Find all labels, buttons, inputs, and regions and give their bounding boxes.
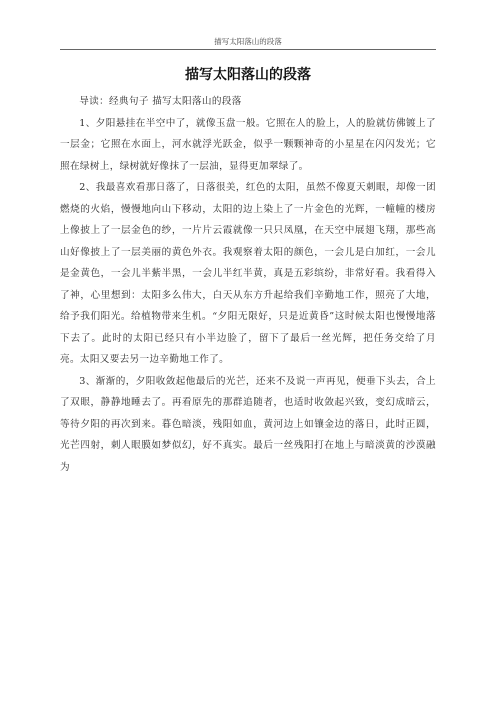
intro-line: 导读：经典句子 描写太阳落山的段落 (79, 96, 242, 107)
document-body (60, 91, 436, 478)
paragraph-3: 3、渐渐的，夕阳收敛起他最后的光芒，还来不及说一声再见，便垂下头去，合上了双眼，静静地睡去了。再看原先的那群追随者，也适时收敛起兴致，变幻成暗云，等待夕阳的再次到来。暮色暗淡，残阳如血，黄河边上如镶金边的落日，此时正圆，光芒四射，刺人眼膜如梦似幻，好不真实。最后一丝残阳打在地上与暗淡黄的沙漠融为 (60, 375, 436, 473)
document-title: 描写太阳落山的段落 (185, 67, 311, 83)
header-divider (60, 49, 436, 50)
running-header: 描写太阳落山的段落 (214, 37, 282, 46)
paragraph-1: 1、夕阳悬挂在半空中了，就像玉盘一般。它照在人的脸上，人的脸就仿佛镀上了一层金；它照在水面上，河水就浮光跃金，似乎一颗颗神奇的小星星在闪闪发光；它照在绿树上，绿树就好像抹了一层油，显得更加翠绿了。 (60, 117, 436, 172)
paragraph-2: 2、我最喜欢看那日落了，日落很美，红色的太阳，虽然不像夏天刺眼，却像一团燃烧的火焰，慢慢地向山下移动，太阳的边上染上了一片金色的光辉，一幢幢的楼房上像披上了一层金色的纱，一片片云霞就像一只只凤凰，在天空中展翅飞翔，那些高山好像披上了一层美丽的黄色外衣。我观察着太阳的颜色，一会儿是白加红，一会儿是金黄色，一会儿半紫半黑，一会儿半红半黄，真是五彩缤纷，非常好看。我看得入了神，心里想到：太阳多么伟大，白天从东方升起给我们辛勤地工作，照亮了大地，给予我们阳光。给植物带来生机。“夕阳无限好，只是近黄昏”这时候太阳也慢慢地落下去了。此时的太阳已经只有小半边脸了，留下了最后一丝光辉，把任务交给了月亮。太阳又要去另一边辛勤地工作了。 (60, 182, 436, 365)
